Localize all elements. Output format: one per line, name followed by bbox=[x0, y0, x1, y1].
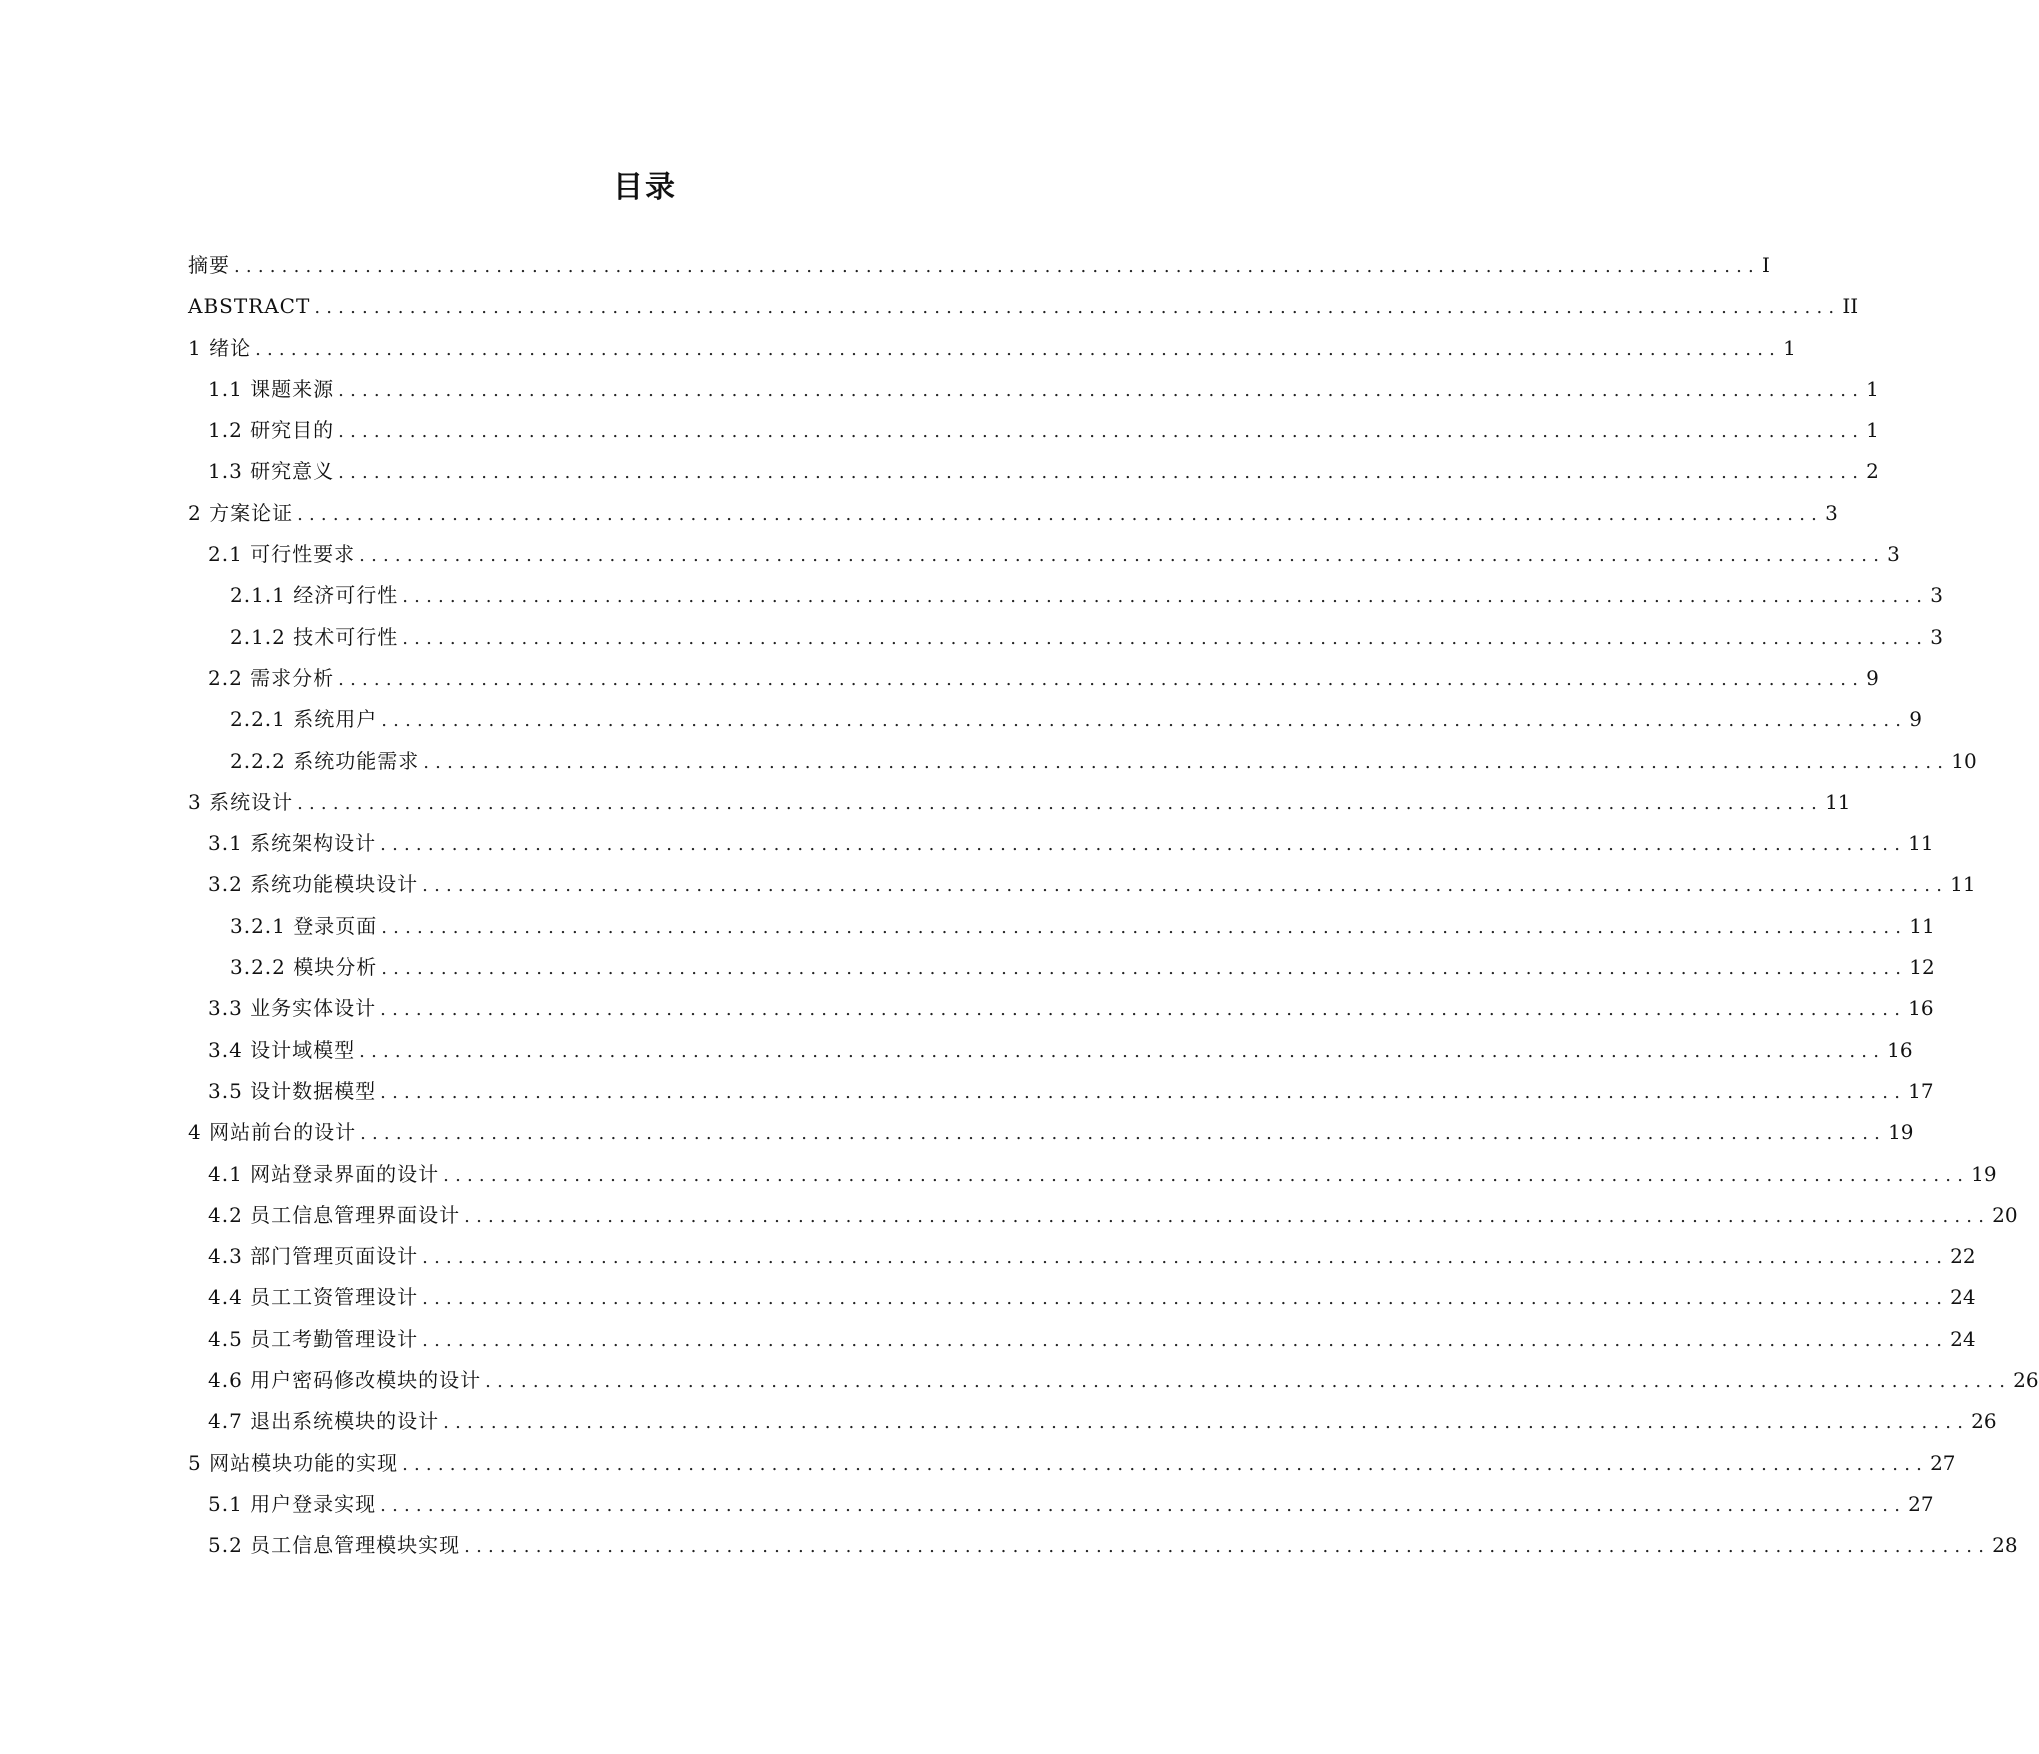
toc-entry-page-number: 27 bbox=[1930, 1450, 1956, 1475]
toc-dot-leader: ................................................................................................................................ bbox=[338, 421, 1865, 443]
toc-dot-leader: ................................................................................................................................ bbox=[359, 1040, 1886, 1062]
toc-entry-page-number: 9 bbox=[1866, 665, 1879, 690]
toc-entry[interactable] bbox=[188, 617, 1943, 658]
toc-entry-page-number: 11 bbox=[1908, 831, 1934, 856]
toc-entry[interactable] bbox=[188, 1071, 1934, 1112]
toc-dot-leader: ................................................................................................................................ bbox=[380, 1081, 1907, 1103]
toc-entry-page-number: 26 bbox=[1971, 1409, 1997, 1434]
toc-entry-label: 4.6 用户密码修改模块的设计 bbox=[208, 1368, 482, 1393]
toc-entry-page-number: 3 bbox=[1930, 583, 1943, 608]
toc-entry-label: 4 网站前台的设计 bbox=[188, 1120, 357, 1145]
toc-entry[interactable] bbox=[188, 782, 1851, 823]
toc-entry-label: 2.1 可行性要求 bbox=[208, 542, 356, 567]
toc-entry-page-number: 11 bbox=[1950, 872, 1976, 897]
toc-entry-label: 4.4 员工工资管理设计 bbox=[208, 1285, 419, 1310]
toc-entry[interactable] bbox=[188, 328, 1796, 369]
toc-entry-label: 2 方案论证 bbox=[188, 500, 294, 525]
toc-entry-page-number: 19 bbox=[1971, 1161, 1997, 1186]
toc-title: 目录 bbox=[613, 170, 677, 205]
toc-entry[interactable] bbox=[188, 823, 1934, 864]
toc-dot-leader: ................................................................................................................................ bbox=[464, 1205, 1991, 1227]
toc-entry-label: 2.2.2 系统功能需求 bbox=[230, 748, 420, 773]
toc-entry-label: 3.5 设计数据模型 bbox=[208, 1078, 377, 1103]
toc-dot-leader: ................................................................................................................................ bbox=[485, 1371, 2012, 1393]
toc-dot-leader: ................................................................................................................................ bbox=[443, 1164, 1970, 1186]
toc-entry[interactable] bbox=[188, 1525, 2018, 1566]
toc-entry-page-number: 11 bbox=[1825, 789, 1851, 814]
toc-entry-page-number: 3 bbox=[1887, 542, 1900, 567]
toc-entry-page-number: 20 bbox=[1992, 1202, 2018, 1227]
toc-entry[interactable] bbox=[188, 1360, 2039, 1401]
toc-dot-leader: ................................................................................................................................ bbox=[381, 710, 1908, 732]
toc-entry[interactable] bbox=[188, 1401, 1997, 1442]
toc-entry-label: 1.1 课题来源 bbox=[208, 376, 335, 401]
toc-dot-leader: ................................................................................................................................ bbox=[380, 999, 1907, 1021]
toc-entry-label: 1 绪论 bbox=[188, 335, 252, 360]
toc-entry[interactable] bbox=[188, 741, 1977, 782]
toc-entry-label: 3.2.2 模块分析 bbox=[230, 955, 378, 980]
toc-entry-label: 1.2 研究目的 bbox=[208, 418, 335, 443]
toc-entry-page-number: 12 bbox=[1909, 955, 1935, 980]
toc-entry-label: 3.3 业务实体设计 bbox=[208, 996, 377, 1021]
toc-entry-label: 2.1.1 经济可行性 bbox=[230, 583, 399, 608]
toc-entry[interactable] bbox=[188, 1319, 1976, 1360]
toc-dot-leader: ................................................................................................................................ bbox=[338, 668, 1865, 690]
toc-entry-label: 5.1 用户登录实现 bbox=[208, 1491, 377, 1516]
toc-entry-page-number: 1 bbox=[1866, 418, 1879, 443]
toc-dot-leader: ................................................................................................................................ bbox=[359, 545, 1886, 567]
toc-dot-leader: ................................................................................................................................ bbox=[423, 751, 1950, 773]
toc-entry-page-number: 1 bbox=[1866, 376, 1879, 401]
toc-entry-label: 3.4 设计域模型 bbox=[208, 1037, 356, 1062]
toc-entry-page-number: 24 bbox=[1950, 1285, 1976, 1310]
toc-entry[interactable] bbox=[188, 1236, 1976, 1277]
toc-entry-page-number: II bbox=[1842, 294, 1859, 319]
toc-entry-label: 5.2 员工信息管理模块实现 bbox=[208, 1533, 461, 1558]
toc-entry-page-number: 17 bbox=[1908, 1078, 1934, 1103]
toc-entry[interactable] bbox=[188, 1484, 1934, 1525]
toc-entry-label: 2.2 需求分析 bbox=[208, 665, 335, 690]
toc-entry-label: 2.2.1 系统用户 bbox=[230, 707, 378, 732]
toc-entry[interactable] bbox=[188, 1195, 2018, 1236]
toc-dot-leader: ................................................................................................................................ bbox=[381, 958, 1908, 980]
toc-entry-page-number: 16 bbox=[1908, 996, 1934, 1021]
toc-entry-page-number: 16 bbox=[1887, 1037, 1913, 1062]
toc-dot-leader: ................................................................................................................................ bbox=[422, 1247, 1949, 1269]
toc-entry-page-number: 9 bbox=[1909, 707, 1922, 732]
toc-dot-leader: ................................................................................................................................ bbox=[443, 1412, 1970, 1434]
toc-entry[interactable] bbox=[188, 1154, 1997, 1195]
toc-entry-page-number: 26 bbox=[2013, 1368, 2039, 1393]
toc-dot-leader: ................................................................................................................................ bbox=[338, 379, 1865, 401]
toc-entry[interactable] bbox=[188, 1112, 1914, 1153]
toc-entry-label: ABSTRACT bbox=[188, 294, 311, 319]
toc-dot-leader: ................................................................................................................................ bbox=[402, 586, 1929, 608]
toc-entry[interactable] bbox=[188, 988, 1934, 1029]
toc-entry[interactable] bbox=[188, 906, 1935, 947]
toc-entry[interactable] bbox=[188, 286, 1859, 327]
toc-entry[interactable] bbox=[188, 451, 1879, 492]
toc-dot-leader: ................................................................................................................................ bbox=[464, 1536, 1991, 1558]
toc-dot-leader: ................................................................................................................................ bbox=[422, 1288, 1949, 1310]
toc-entry-page-number: 3 bbox=[1825, 500, 1838, 525]
toc-entry[interactable] bbox=[188, 864, 1976, 905]
toc-entry[interactable] bbox=[188, 1443, 1956, 1484]
toc-dot-leader: ................................................................................................................................ bbox=[360, 1123, 1887, 1145]
toc-entry-page-number: 28 bbox=[1992, 1533, 2018, 1558]
toc-entry-label: 4.7 退出系统模块的设计 bbox=[208, 1409, 440, 1434]
toc-entry[interactable] bbox=[188, 493, 1838, 534]
toc-entry-label: 3.2.1 登录页面 bbox=[230, 913, 378, 938]
toc-entry-label: 4.1 网站登录界面的设计 bbox=[208, 1161, 440, 1186]
toc-entry[interactable] bbox=[188, 534, 1900, 575]
toc-dot-leader: ................................................................................................................................ bbox=[381, 916, 1908, 938]
toc-entry[interactable] bbox=[188, 1277, 1976, 1318]
toc-dot-leader: ................................................................................................................................ bbox=[422, 875, 1949, 897]
toc-entry[interactable] bbox=[188, 575, 1943, 616]
toc-entry[interactable] bbox=[188, 369, 1879, 410]
toc-entry-page-number: 3 bbox=[1930, 624, 1943, 649]
toc-entry-label: 1.3 研究意义 bbox=[208, 459, 335, 484]
toc-dot-leader: ................................................................................................................................ bbox=[338, 462, 1865, 484]
toc-entry-page-number: 1 bbox=[1783, 335, 1796, 360]
toc-dot-leader: ................................................................................................................................ bbox=[314, 297, 1841, 319]
toc-entry-page-number: 10 bbox=[1951, 748, 1977, 773]
toc-entry-label: 3.2 系统功能模块设计 bbox=[208, 872, 419, 897]
toc-dot-leader: ................................................................................................................................ bbox=[255, 338, 1782, 360]
toc-entry[interactable] bbox=[188, 1030, 1913, 1071]
toc-entry-label: 5 网站模块功能的实现 bbox=[188, 1450, 399, 1475]
toc-entry-page-number: 11 bbox=[1909, 913, 1935, 938]
toc-dot-leader: ................................................................................................................................ bbox=[297, 792, 1824, 814]
toc-entry[interactable] bbox=[188, 658, 1879, 699]
toc-entry-page-number: 27 bbox=[1908, 1491, 1934, 1516]
toc-dot-leader: ................................................................................................................................ bbox=[402, 627, 1929, 649]
toc-entry-page-number: 24 bbox=[1950, 1326, 1976, 1351]
toc-entry-page-number: 19 bbox=[1888, 1120, 1914, 1145]
toc-entry-page-number: I bbox=[1761, 253, 1770, 277]
toc-entry-label: 3 系统设计 bbox=[188, 789, 294, 814]
toc-entry-label: 4.5 员工考勤管理设计 bbox=[208, 1326, 419, 1351]
toc-entry-label: 4.3 部门管理页面设计 bbox=[208, 1244, 419, 1269]
toc-dot-leader: ................................................................................................................................ bbox=[380, 1494, 1907, 1516]
toc-dot-leader: ................................................................................................................................ bbox=[402, 1453, 1929, 1475]
toc-entry[interactable] bbox=[188, 699, 1922, 740]
toc-list bbox=[188, 245, 2039, 1567]
toc-entry-label: 2.1.2 技术可行性 bbox=[230, 624, 399, 649]
toc-entry-page-number: 2 bbox=[1866, 459, 1879, 484]
toc-entry-label: 3.1 系统架构设计 bbox=[208, 831, 377, 856]
toc-entry[interactable] bbox=[188, 947, 1935, 988]
toc-entry-label: 4.2 员工信息管理界面设计 bbox=[208, 1202, 461, 1227]
toc-entry-page-number: 22 bbox=[1950, 1244, 1976, 1269]
toc-dot-leader: ................................................................................................................................ bbox=[380, 834, 1907, 856]
toc-entry-label: 摘要 bbox=[188, 253, 230, 277]
toc-dot-leader: ................................................................................................................................ bbox=[297, 503, 1824, 525]
toc-dot-leader: ................................................................................................................................ bbox=[422, 1329, 1949, 1351]
toc-entry[interactable] bbox=[188, 410, 1879, 451]
toc-entry[interactable] bbox=[188, 245, 1770, 286]
toc-dot-leader: ................................................................................................................................ bbox=[234, 256, 1760, 277]
